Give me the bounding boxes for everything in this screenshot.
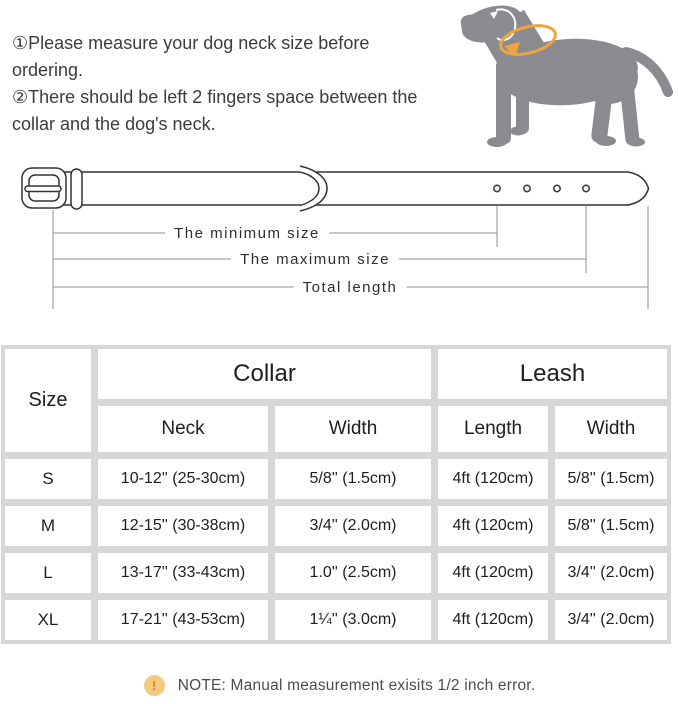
footer-note — [0, 675, 679, 696]
table-cell-leash-length: 4ft (120cm) — [438, 553, 548, 593]
table-cell-size: XL — [5, 600, 91, 640]
table-header-collar: Collar — [98, 349, 431, 399]
buckle-prong — [25, 186, 61, 192]
total-length-label: Total length — [294, 279, 407, 296]
table-cell-leash-width: 5/8'' (1.5cm) — [555, 459, 667, 499]
dog-illustration — [440, 0, 679, 155]
collar-hole — [554, 185, 560, 191]
table-cell-leash-width: 5/8'' (1.5cm) — [555, 506, 667, 546]
table-cell-neck: 13-17'' (33-43cm) — [98, 553, 268, 593]
table-cell-size: M — [5, 506, 91, 546]
table-header-leash-width: Width — [555, 406, 667, 452]
exclamation-icon: ! — [144, 675, 165, 696]
table-header-neck: Neck — [98, 406, 268, 452]
table-cell-leash-length: 4ft (120cm) — [438, 600, 548, 640]
table-header-leash: Leash — [438, 349, 667, 399]
table-cell-size: L — [5, 553, 91, 593]
instructions — [12, 30, 440, 138]
collar-hole — [494, 185, 500, 191]
table-cell-leash-length: 4ft (120cm) — [438, 459, 548, 499]
table-header-size: Size — [5, 349, 91, 452]
table-cell-collar-width: 1¼'' (3.0cm) — [275, 600, 431, 640]
table-cell-size: S — [5, 459, 91, 499]
size-table — [1, 345, 671, 644]
collar-drawing-icon — [22, 166, 649, 211]
collar-hole — [524, 185, 530, 191]
instruction-1: ①Please measure your dog neck size before ordering. — [12, 33, 370, 80]
instruction-2: ②There should be left 2 fingers space between the collar and the dog's neck. — [12, 87, 418, 134]
table-header-collar-width: Width — [275, 406, 431, 452]
table-cell-neck: 17-21'' (43-53cm) — [98, 600, 268, 640]
table-header-leash-length: Length — [438, 406, 548, 452]
table-cell-neck: 12-15'' (30-38cm) — [98, 506, 268, 546]
table-cell-leash-width: 3/4'' (2.0cm) — [555, 553, 667, 593]
note-text: NOTE: Manual measurement exisits 1/2 inch error. — [177, 676, 536, 694]
table-cell-collar-width: 1.0'' (2.5cm) — [275, 553, 431, 593]
table-cell-leash-width: 3/4'' (2.0cm) — [555, 600, 667, 640]
table-cell-leash-length: 4ft (120cm) — [438, 506, 548, 546]
maximum-size-label: The maximum size — [231, 251, 399, 268]
minimum-size-label: The minimum size — [165, 225, 329, 242]
table-cell-collar-width: 5/8'' (1.5cm) — [275, 459, 431, 499]
dog-silhouette-icon — [458, 0, 668, 147]
table-cell-collar-width: 3/4'' (2.0cm) — [275, 506, 431, 546]
table-cell-neck: 10-12'' (25-30cm) — [98, 459, 268, 499]
belt-keeper — [71, 169, 82, 209]
collar-hole — [583, 185, 589, 191]
